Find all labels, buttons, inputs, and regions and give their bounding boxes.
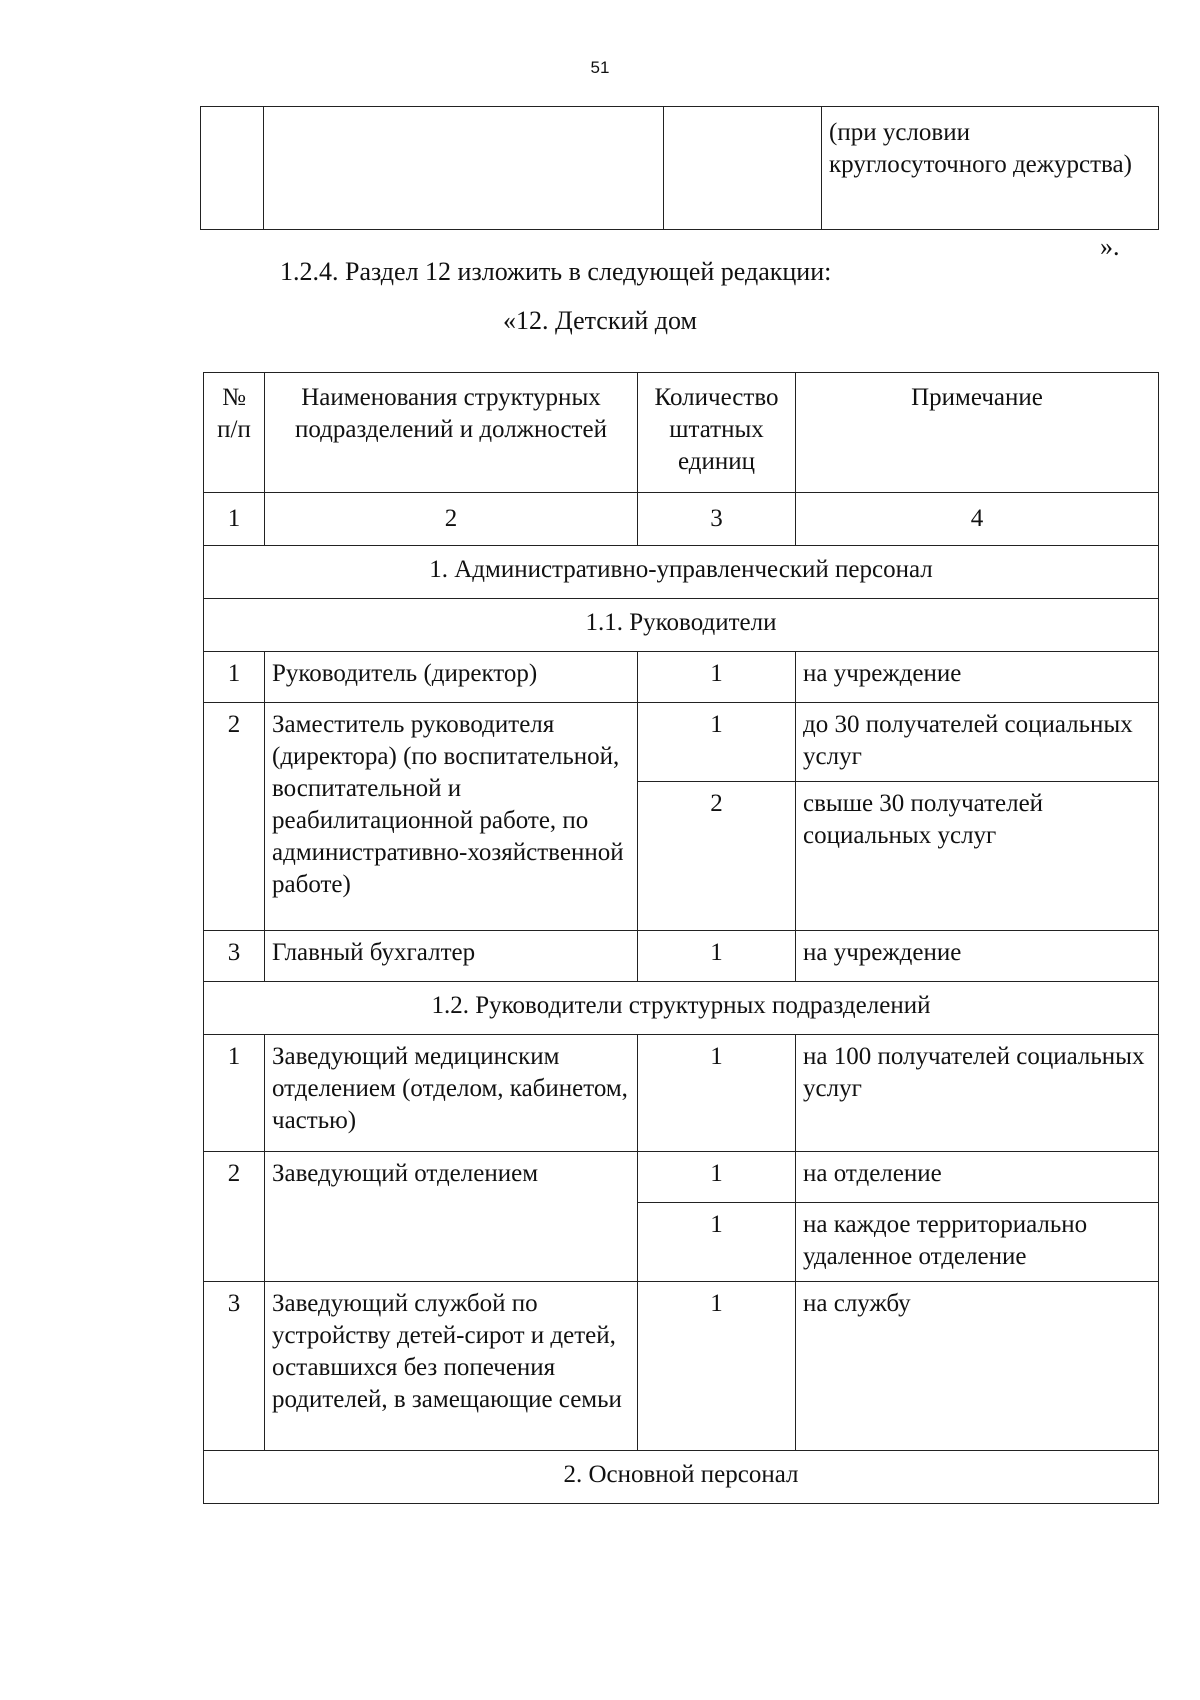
staff-quantity: 1 [638, 1152, 796, 1203]
position-name: Руководитель (директор) [265, 652, 638, 703]
amendment-instruction: 1.2.4. Раздел 12 изложить в следующей редакции: [280, 257, 832, 286]
table-header-row [204, 373, 1159, 493]
row-number: 3 [204, 931, 265, 982]
table-cell [264, 107, 664, 230]
page-number: 51 [590, 58, 610, 77]
staff-quantity: 1 [638, 652, 796, 703]
position-name: Заведующий отделением [265, 1152, 638, 1282]
row-number: 2 [204, 1152, 265, 1282]
staffing-table [203, 372, 1159, 1504]
continued-table-fragment [200, 106, 1159, 230]
table-row [204, 931, 1159, 982]
row-number: 1 [204, 652, 265, 703]
position-name: Заместитель руководителя (директора) (по воспитательной, воспитательной и реабилитационной работе, по административно-хозяйственной работе) [265, 703, 638, 931]
staff-quantity: 1 [638, 931, 796, 982]
column-number: 4 [796, 493, 1159, 546]
note: на учреждение [796, 931, 1159, 982]
table-row [204, 1152, 1159, 1203]
note: на службу [796, 1282, 1159, 1451]
subsection-heading: 1.2. Руководители структурных подразделений [204, 982, 1159, 1035]
staff-quantity: 1 [638, 1203, 796, 1282]
table-cell [201, 107, 264, 230]
position-name: Главный бухгалтер [265, 931, 638, 982]
section-heading-row [204, 1451, 1159, 1504]
column-number: 3 [638, 493, 796, 546]
table-cell [664, 107, 822, 230]
header-note: Примечание [796, 373, 1159, 493]
staff-quantity: 1 [638, 1282, 796, 1451]
closing-quote: ». [1100, 232, 1120, 261]
note: на каждое территориально удаленное отделение [796, 1203, 1159, 1282]
note: на 100 получателей социальных услуг [796, 1035, 1159, 1152]
section-heading-row [204, 546, 1159, 599]
header-number: № п/п [204, 373, 265, 493]
position-name: Заведующий медицинским отделением (отделом, кабинетом, частью) [265, 1035, 638, 1152]
note: на учреждение [796, 652, 1159, 703]
column-number: 1 [204, 493, 265, 546]
header-quantity: Количество штатных единиц [638, 373, 796, 493]
subsection-heading-row [204, 982, 1159, 1035]
table-row [204, 1282, 1159, 1451]
section-heading: 1. Административно-управленческий персонал [204, 546, 1159, 599]
header-position: Наименования структурных подразделений и должностей [265, 373, 638, 493]
note: на отделение [796, 1152, 1159, 1203]
table-row [204, 1035, 1159, 1152]
row-number: 1 [204, 1035, 265, 1152]
row-number: 3 [204, 1282, 265, 1451]
subsection-heading: 1.1. Руководители [204, 599, 1159, 652]
subsection-heading-row [204, 599, 1159, 652]
row-number: 2 [204, 703, 265, 931]
column-numbers-row [204, 493, 1159, 546]
staff-quantity: 1 [638, 703, 796, 782]
table-cell-note: (при условии круглосуточного дежурства) [822, 107, 1159, 230]
note: до 30 получателей социальных услуг [796, 703, 1159, 782]
staff-quantity: 1 [638, 1035, 796, 1152]
note: свыше 30 получателей социальных услуг [796, 782, 1159, 931]
column-number: 2 [265, 493, 638, 546]
section-heading: 2. Основной персонал [204, 1451, 1159, 1504]
table-row [204, 652, 1159, 703]
table-row [201, 107, 1159, 230]
staff-quantity: 2 [638, 782, 796, 931]
section-title: «12. Детский дом [503, 306, 697, 335]
table-row [204, 703, 1159, 782]
position-name: Заведующий службой по устройству детей-сирот и детей, оставшихся без попечения родителей, в замещающие семьи [265, 1282, 638, 1451]
